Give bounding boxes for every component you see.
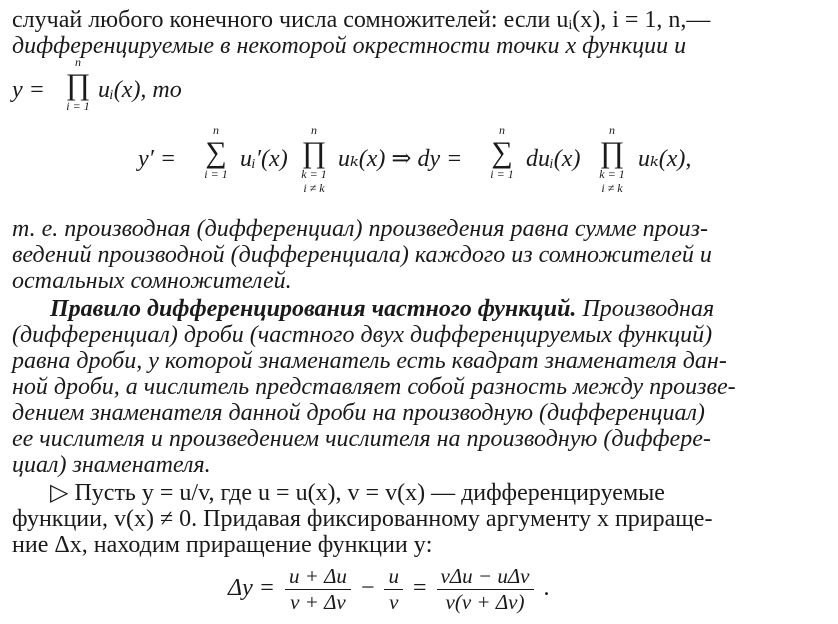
text-line-1: случай любого конечного числа сомножителей: если uᵢ(x), i = 1, n,— xyxy=(12,7,711,33)
eq1-sum-1 xyxy=(196,124,236,182)
product-rest: uᵢ(x), то xyxy=(98,77,182,103)
eq2-f3-denominator: v(v + Δv) xyxy=(445,590,525,614)
eq1-prod-2 xyxy=(592,124,632,195)
eq1-prod-1 xyxy=(294,124,334,195)
text-line-8 xyxy=(50,297,714,321)
eq1-term-4: uₖ(x), xyxy=(638,146,692,172)
eq2-lhs: Δy = xyxy=(228,575,275,602)
text-line-11: ной дроби, а числитель представляет собой разность между произве- xyxy=(12,374,736,400)
text-line-13: ее числителя и произведением числителя на производную (диффере- xyxy=(12,426,711,452)
text-line-16: функции, v(x) ≠ 0. Придавая фиксированному аргументу x прираще- xyxy=(12,506,713,532)
eq2-fraction-3 xyxy=(437,566,534,613)
eq1-term-2: uₖ(x) ⇒ dy = xyxy=(338,146,463,172)
text-line-12: дением знаменателя данной дроби на производную (дифференциал) xyxy=(12,400,705,426)
eq1-sum1-upper: n xyxy=(213,123,219,137)
eq1-prod1-lower-2: i ≠ k xyxy=(303,180,325,195)
eq1-prod2-upper: n xyxy=(609,123,615,137)
eq2-quotient-increment xyxy=(228,566,550,613)
text-line-5: т. е. производная (дифференциал) произведения равна сумме произ- xyxy=(12,216,708,242)
eq2-equals: = xyxy=(412,575,427,602)
eq2-fraction-1 xyxy=(285,566,351,613)
eq1-prod2-lower-2: i ≠ k xyxy=(601,180,623,195)
eq1-lhs: y′ = xyxy=(138,146,177,172)
text-line-14: циал) знаменателя. xyxy=(12,452,211,478)
eq1-term-1: uᵢ′(x) xyxy=(240,146,288,172)
rule-heading-rest: Производная xyxy=(576,296,715,322)
product-symbol: ∏ xyxy=(65,67,91,101)
sum-symbol: ∑ xyxy=(491,135,513,169)
eq2-f1-numerator: u + Δu xyxy=(288,564,347,588)
eq1-term-3: duᵢ(x) xyxy=(526,146,581,172)
product-formula xyxy=(12,78,45,102)
text-line-6: ведений производной (дифференциала) каждого из сомножителей и xyxy=(12,242,712,268)
eq2-period: . xyxy=(543,575,550,602)
eq2-f1-denominator: v + Δv xyxy=(290,590,346,614)
eq1-sum2-upper: n xyxy=(499,123,505,137)
text-line-17: ние Δx, находим приращение функции y: xyxy=(12,532,433,558)
product-lhs: y = xyxy=(12,77,45,103)
product-operator-1 xyxy=(58,56,98,114)
text-line-7: остальных сомножителей. xyxy=(12,268,292,294)
product-lower-limit: i = 1 xyxy=(66,98,90,113)
text-line-2: дифференцируемые в некоторой окрестности точки x функции и xyxy=(12,33,687,59)
product-symbol: ∏ xyxy=(301,135,327,169)
eq1-sum1-lower: i = 1 xyxy=(204,166,228,181)
text-line-9: (дифференциал) дроби (частного двух дифференцируемых функций) xyxy=(12,322,713,348)
eq2-fraction-2 xyxy=(384,566,403,613)
product-upper-limit: n xyxy=(75,55,81,69)
rule-heading: Правило дифференцирования частного функций. xyxy=(50,296,577,322)
eq1-sum2-lower: i = 1 xyxy=(490,166,514,181)
sum-symbol: ∑ xyxy=(205,135,227,169)
eq2-f3-numerator: vΔu − uΔv xyxy=(440,564,530,588)
text-line-10: равна дроби, у которой знаменатель есть квадрат знаменателя дан- xyxy=(12,348,727,374)
product-symbol: ∏ xyxy=(599,135,625,169)
eq2-minus: − xyxy=(360,575,375,602)
eq1-prod1-lower-1: k = 1 xyxy=(301,166,327,181)
eq2-f2-denominator: v xyxy=(389,590,399,614)
eq1-prod1-upper: n xyxy=(311,123,317,137)
eq1-sum-2 xyxy=(482,124,522,182)
eq2-f2-numerator: u xyxy=(388,564,399,588)
text-line-15: ▷ Пусть y = u/v, где u = u(x), v = v(x) — дифференцируемые xyxy=(50,480,665,506)
eq1-prod2-lower-1: k = 1 xyxy=(599,166,625,181)
